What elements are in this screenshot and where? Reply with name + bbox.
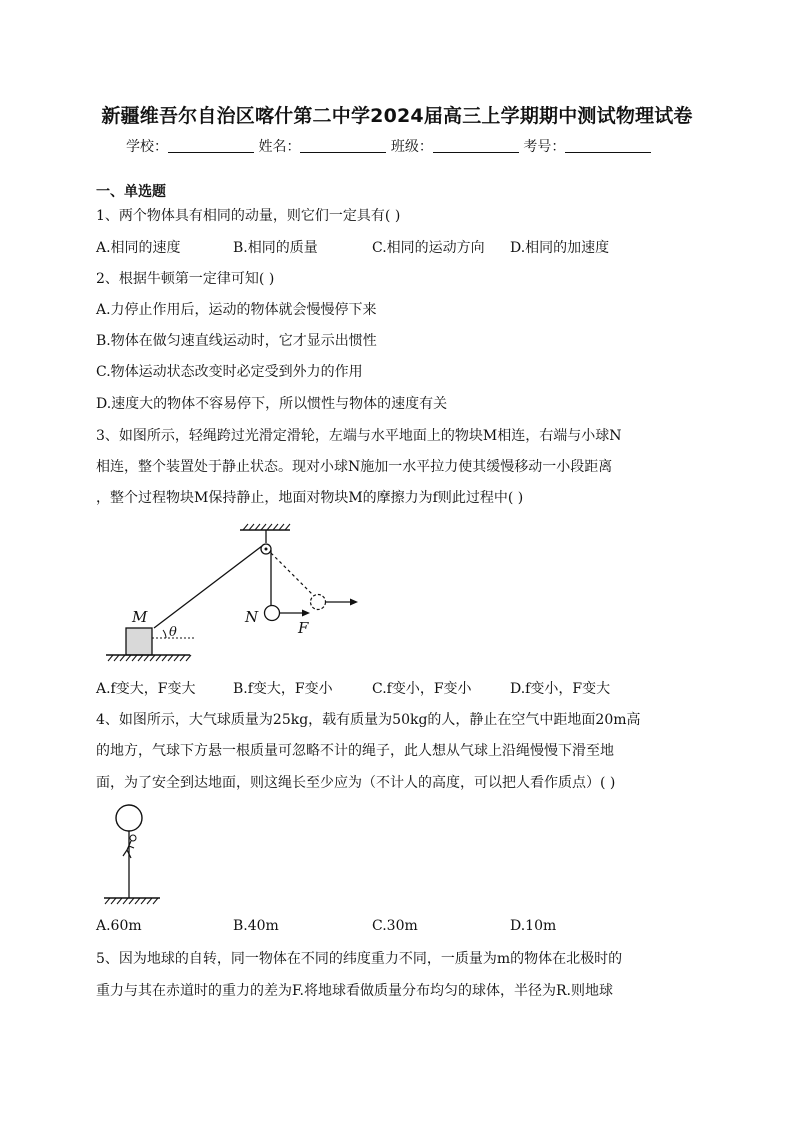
q4-stem-line-3: 面，为了安全到达地面，则这绳长至少应为（不计人的高度，可以把人看作质点）( ) xyxy=(96,775,616,791)
q2-option-b: B.物体在做匀速直线运动时，它才显示出惯性 xyxy=(96,333,377,349)
q1-option-c: C.相同的运动方向 xyxy=(372,240,485,256)
q3-option-d: D.f变小，F变大 xyxy=(510,681,611,697)
q4-stem-line-2: 的地方，气球下方悬一根质量可忽略不计的绳子，此人想从气球上沿绳慢慢下滑至地 xyxy=(96,743,614,759)
q1-option-a: A.相同的速度 xyxy=(96,240,181,256)
q3-stem-line-3: ，整个过程物块M保持静止，地面对物块M的摩擦力为f则此过程中( ) xyxy=(96,490,524,506)
q1-stem: 1、两个物体具有相同的动量，则它们一定具有( ) xyxy=(96,208,401,224)
name-label: 姓名： xyxy=(258,139,301,155)
school-label: 学校： xyxy=(126,139,168,155)
q2-stem: 2、根据牛顿第一定律可知( ) xyxy=(96,271,275,287)
q5-stem-line-1: 5、因为地球的自转，同一物体在不同的纬度重力不同，一质量为m的物体在北极时的 xyxy=(96,951,623,967)
q2-option-a: A.力停止作用后，运动的物体就会慢慢停下来 xyxy=(96,302,377,318)
number-label: 考号： xyxy=(523,139,566,155)
figure-label-f: F xyxy=(298,619,309,637)
q3-stem-line-1: 3、如图所示，轻绳跨过光滑定滑轮，左端与水平地面上的物块M相连，右端与小球N xyxy=(96,428,622,444)
figure-label-n: N xyxy=(245,608,259,626)
q3-option-b: B.f变大，F变小 xyxy=(233,681,333,697)
figure-label-theta: θ xyxy=(169,625,177,640)
q3-option-a: A.f变大，F变大 xyxy=(96,681,196,697)
q4-option-d: D.10m xyxy=(510,918,557,934)
q4-option-a: A.60m xyxy=(96,918,142,934)
q5-stem-line-2: 重力与其在赤道时的重力的差为F.将地球看做质量分布均匀的球体，半径为R.则地球 xyxy=(96,983,613,999)
q2-option-c: C.物体运动状态改变时必定受到外力的作用 xyxy=(96,364,363,380)
figure-label-m: M xyxy=(132,608,148,626)
q3-stem-line-2: 相连，整个装置处于静止状态。现对小球N施加一水平拉力使其缓慢移动一小段距离 xyxy=(96,459,613,475)
q1-option-b: B.相同的质量 xyxy=(233,240,318,256)
q2-option-d: D.速度大的物体不容易停下，所以惯性与物体的速度有关 xyxy=(96,396,448,412)
q3-option-c: C.f变小，F变小 xyxy=(372,681,472,697)
q4-stem-line-1: 4、如图所示，大气球质量为25kg，载有质量为50kg的人，静止在空气中距地面20m高 xyxy=(96,712,641,728)
q1-option-d: D.相同的加速度 xyxy=(510,240,610,256)
section-heading: 一、单选题 xyxy=(96,184,166,200)
class-label: 班级： xyxy=(390,139,433,155)
q4-option-c: C.30m xyxy=(372,918,418,934)
exam-title: 新疆维吾尔自治区喀什第二中学2024届高三上学期期中测试物理试卷 xyxy=(101,105,693,127)
q4-option-b: B.40m xyxy=(233,918,279,934)
